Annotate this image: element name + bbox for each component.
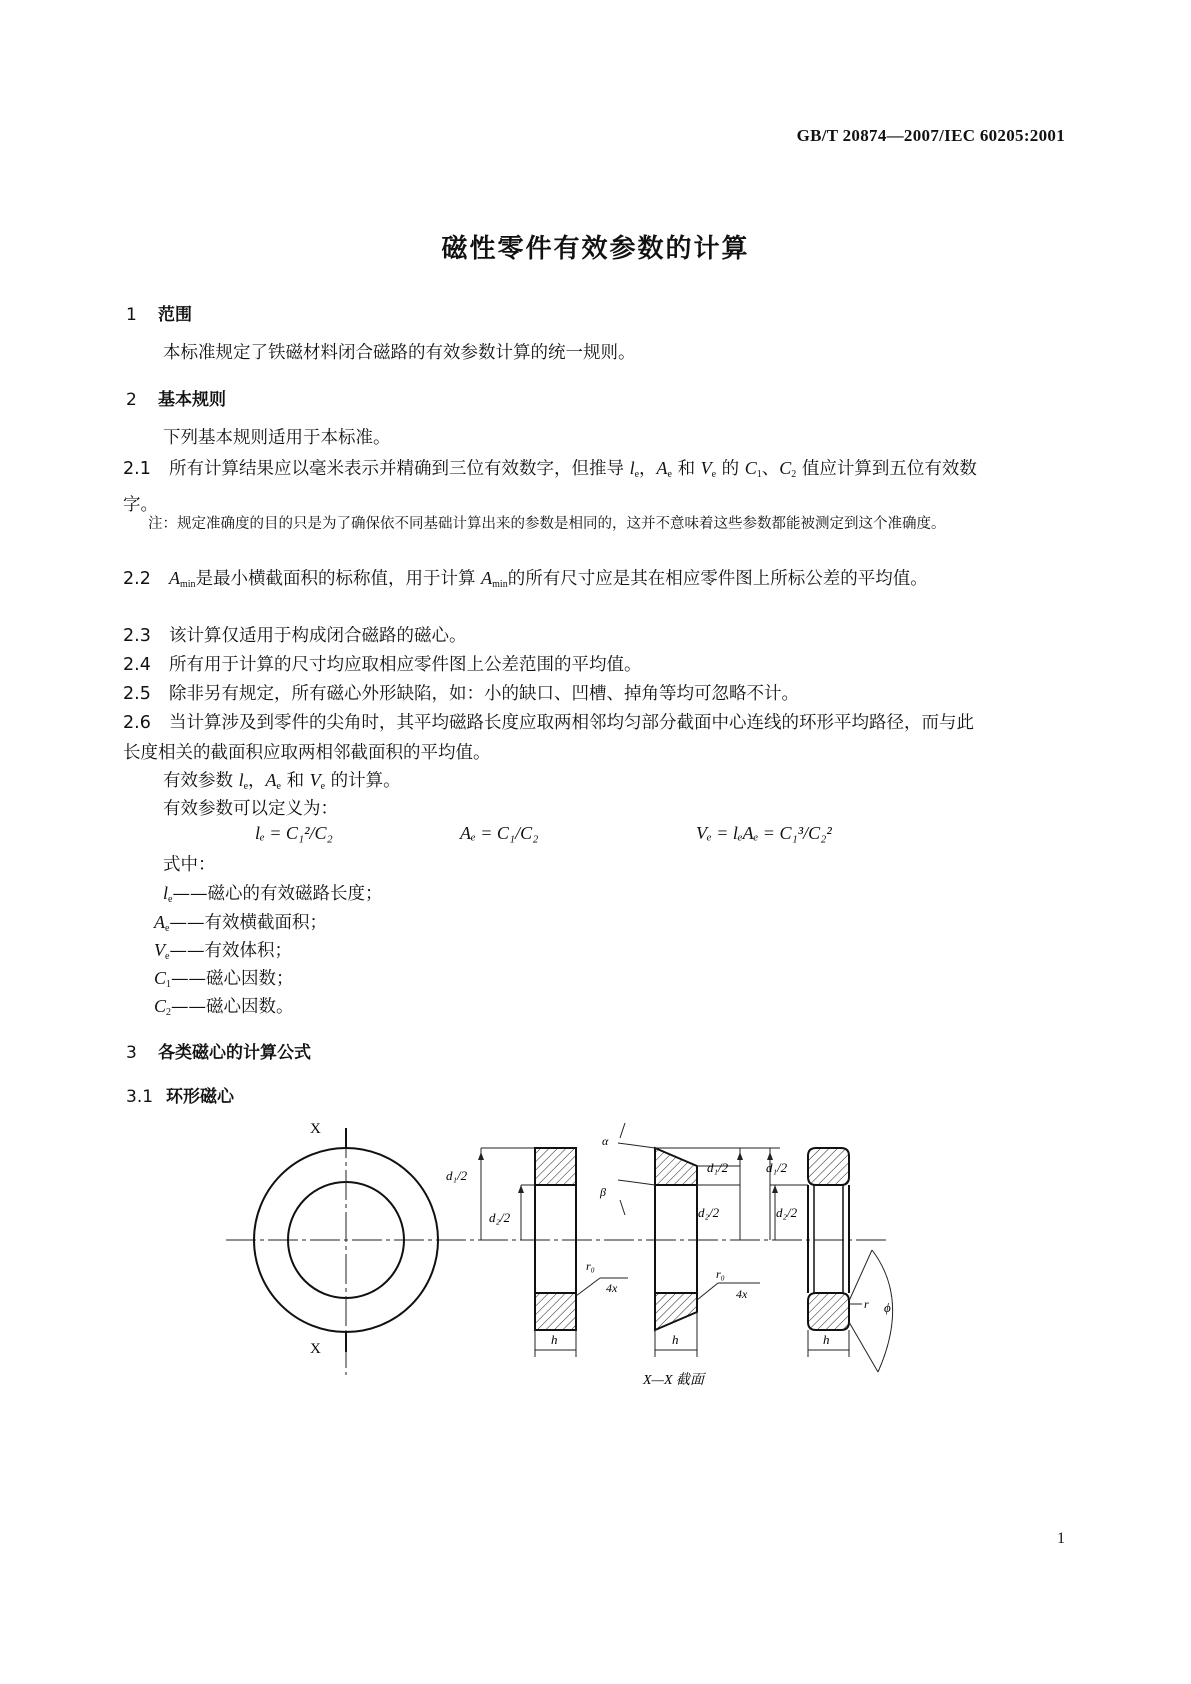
clause-2-4 [123, 650, 642, 680]
symbol-c2: $C_2——$磁心因数。 [154, 996, 294, 1018]
rectangular-section [478, 1148, 628, 1357]
dim-d1-half-2: d₁/2 [707, 1160, 729, 1175]
dim-r: r [864, 1297, 869, 1311]
page-title: 磁性零件有效参数的计算 [441, 234, 750, 264]
clause-text: 当计算涉及到零件的尖角时，其平均磁路长度应取两相邻均匀部分截面中心连线的环形平均路径，而与此长度相关的截面积应取两相邻截面积的平均值。 [123, 713, 974, 763]
clause-text: 的所有尺寸应是其在相应零件图上所标公差的平均值。 [507, 569, 928, 589]
angle-alpha: α [602, 1134, 609, 1148]
formula-le: lₑ = C₁²/C₂ [255, 823, 333, 843]
dim-d2-half: d₂/2 [489, 1210, 511, 1225]
dim-r0: r₀ [586, 1259, 595, 1273]
clause-text: 值应计算到五位有效数字。 [123, 459, 977, 515]
dim-d1-half: d₁/2 [446, 1168, 468, 1183]
section-1-heading [126, 300, 192, 325]
section-title: 环形磁心 [166, 1087, 234, 1107]
symbol-desc: 磁心的有效磁路长度； [207, 884, 383, 904]
clause-text: 所有计算结果应以毫米表示并精确到三位有效数字，但推导 [169, 459, 624, 479]
text: 的计算。 [330, 771, 401, 791]
clause-text: 所有用于计算的尺寸均应取相应零件图上公差范围的平均值。 [169, 655, 642, 675]
dim-4x: 4x [606, 1281, 618, 1295]
clause-text: 除非另有规定，所有磁心外形缺陷，如：小的缺口、凹槽、掉角等均可忽略不计。 [169, 684, 799, 704]
dim-d2-half-3: d₂/2 [776, 1205, 798, 1220]
section-number: 3 [126, 1043, 137, 1063]
section-3-heading [126, 1038, 311, 1063]
clause-2-1: 2.1 所有计算结果应以毫米表示并精确到三位有效数字，但推导 $l_e$，$A_e$ 和 $V_e$ 的 $C_1$、$C_2$ 值应计算到五位有效数字。 [123, 453, 983, 520]
dim-h-3: h [823, 1332, 830, 1347]
clause-number: 2.1 [123, 459, 151, 479]
dim-4x-2: 4x [736, 1287, 748, 1301]
text: 有效参数 [163, 771, 233, 791]
section-number: 2 [126, 390, 137, 410]
note [148, 512, 1028, 536]
clause-number: 2.2 [123, 569, 151, 589]
clause-number: 2.6 [123, 713, 151, 733]
symbol-desc: 磁心因数。 [206, 997, 294, 1017]
rounded-section [767, 1148, 893, 1372]
section-2-intro: 下列基本规则适用于本标准。 [163, 428, 391, 448]
dim-d2-half-2: d₂/2 [698, 1205, 720, 1220]
figure-caption: X—X 截面 [643, 1373, 705, 1388]
formula-ve: Vₑ = lₑAₑ = C₁³/C₂² [696, 823, 832, 843]
clause-number: 2.5 [123, 684, 151, 704]
page-number: 1 [1057, 1530, 1065, 1547]
clause-2-2: 2.2 $A_{min}$是最小横截面积的标称值，用于计算 $A_{min}$的所有尺寸应是其在相应零件图上所标公差的平均值。 [123, 563, 983, 600]
clause-number: 2.4 [123, 655, 151, 675]
clause-text: 是最小横截面积的标称值，用于计算 [195, 569, 476, 589]
symbol-ae: $A_e——$有效横截面积； [154, 912, 327, 934]
symbol-ve: $V_e——$有效体积； [154, 940, 292, 962]
section-number: 3.1 [126, 1087, 154, 1107]
section-label-x-bottom: X [310, 1341, 321, 1357]
dim-h-2: h [672, 1332, 679, 1347]
standard-code: GB/T 20874—2007/IEC 60205:2001 [796, 126, 1065, 145]
note-label: 注： [148, 516, 177, 532]
clause-text: 该计算仅适用于构成闭合磁路的磁心。 [169, 626, 467, 646]
dim-phi: ϕ [884, 1300, 891, 1315]
dim-r0-2: r₀ [716, 1267, 725, 1281]
clause-2-3 [123, 621, 467, 651]
section-title: 各类磁心的计算公式 [158, 1043, 311, 1063]
clause-2-5 [123, 679, 799, 709]
section-1-text: 本标准规定了铁磁材料闭合磁路的有效参数计算的统一规则。 [163, 343, 636, 363]
where-label: 式中： [163, 855, 216, 875]
toroid-figure [0, 1100, 1191, 1410]
symbol-desc: 有效体积； [204, 941, 292, 961]
formula-ae: Aₑ = C₁/C₂ [460, 823, 539, 843]
section-title: 范围 [158, 305, 192, 325]
section-number: 1 [126, 305, 137, 325]
note-text: 规定准确度的目的只是为了确保依不同基础计算出来的参数是相同的，这并不意味着这些参数都能被测定到这个准确度。 [177, 516, 946, 532]
section-label-x-top: X [310, 1121, 321, 1137]
symbol-desc: 有效横截面积； [204, 913, 327, 933]
symbol-c1: $C_1——$磁心因数； [154, 968, 294, 990]
section-2-heading [126, 385, 226, 410]
angle-beta: β [600, 1185, 606, 1199]
definition-line: 有效参数可以定义为： [163, 799, 338, 819]
symbol-desc: 磁心因数； [206, 969, 294, 989]
effective-params-line: 有效参数 $l_e$，$A_e$ 和 $V_e$ 的计算。 [163, 770, 401, 792]
clause-number: 2.3 [123, 626, 151, 646]
clause-text: 的 [721, 459, 740, 479]
clause-2-6 [123, 708, 983, 768]
symbol-le: $l_e——$磁心的有效磁路长度； [163, 883, 383, 905]
section-title: 基本规则 [158, 390, 226, 410]
dim-h: h [551, 1332, 558, 1347]
ring-plan-view [254, 1128, 438, 1375]
dim-d1-half-3: d₁/2 [766, 1160, 788, 1175]
